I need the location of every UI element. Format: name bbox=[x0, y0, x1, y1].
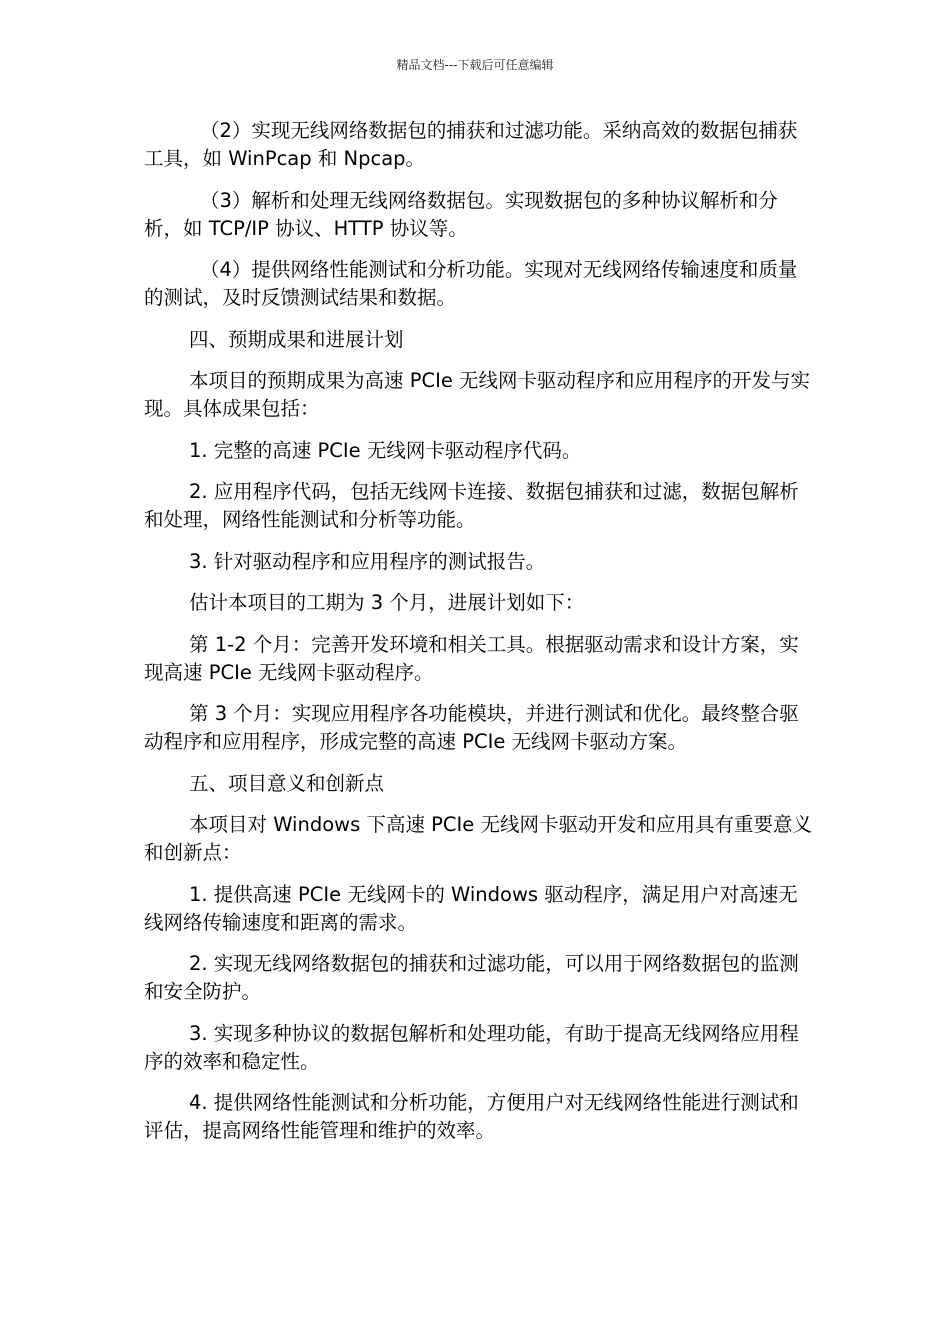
paragraph-item-4: （4）提供网络性能测试和分析功能。实现对无线网络传输速度和质量的测试，及时反馈测试结果和数据。 bbox=[144, 258, 798, 309]
paragraph-item-2: （2）实现无线网络数据包的捕获和过滤功能。采纳高效的数据包捕获工具，如 WinPcap 和 Npcap。 bbox=[144, 119, 798, 170]
innovation-item-1: 1. 提供高速 PCIe 无线网卡的 Windows 驱动程序，满足用户对高速无线网络传输速度和距离的需求。 bbox=[144, 882, 798, 934]
schedule-month-1-2: 第 1-2 个月：完善开发环境和相关工具。根据驱动需求和设计方案，实现高速 PCIe 无线网卡驱动程序。 bbox=[144, 632, 799, 684]
result-item-2: 2. 应用程序代码，包括无线网卡连接、数据包捕获和过滤，数据包解析和处理，网络性能测试和分析等功能。 bbox=[144, 480, 799, 531]
paragraph-item-3: （3）解析和处理无线网络数据包。实现数据包的多种协议解析和分析，如 TCP/IP 协议、HTTP 协议等。 bbox=[144, 188, 778, 240]
paragraph-schedule-intro: 估计本项目的工期为 3 个月，进展计划如下： bbox=[189, 591, 585, 614]
paragraph-significance-intro: 本项目对 Windows 下高速 PCIe 无线网卡驱动开发和应用具有重要意义和创新点： bbox=[144, 813, 812, 864]
document-body bbox=[144, 117, 812, 1159]
innovation-item-3: 3. 实现多种协议的数据包解析和处理功能，有助于提高无线网络应用程序的效率和稳定性。 bbox=[144, 1021, 799, 1073]
innovation-item-2: 2. 实现无线网络数据包的捕获和过滤功能，可以用于网络数据包的监测和安全防护。 bbox=[144, 952, 799, 1003]
section-heading-4: 四、预期成果和进展计划 bbox=[189, 327, 404, 351]
innovation-item-4: 4. 提供网络性能测试和分析功能，方便用户对无线网络性能进行测试和评估，提高网络性能管理和维护的效率。 bbox=[144, 1091, 799, 1142]
schedule-month-3: 第 3 个月：实现应用程序各功能模块，并进行测试和优化。最终整合驱动程序和应用程序，形成完整的高速 PCIe 无线网卡驱动方案。 bbox=[144, 702, 799, 753]
result-item-3: 3. 针对驱动程序和应用程序的测试报告。 bbox=[189, 549, 546, 573]
section-heading-5: 五、项目意义和创新点 bbox=[189, 771, 385, 795]
paragraph-expected-results: 本项目的预期成果为高速 PCIe 无线网卡驱动程序和应用程序的开发与实现。具体成果包括： bbox=[144, 369, 811, 420]
page-header: 精品文档---下载后可任意编辑 bbox=[396, 58, 554, 72]
result-item-1: 1. 完整的高速 PCIe 无线网卡驱动程序代码。 bbox=[189, 438, 582, 462]
